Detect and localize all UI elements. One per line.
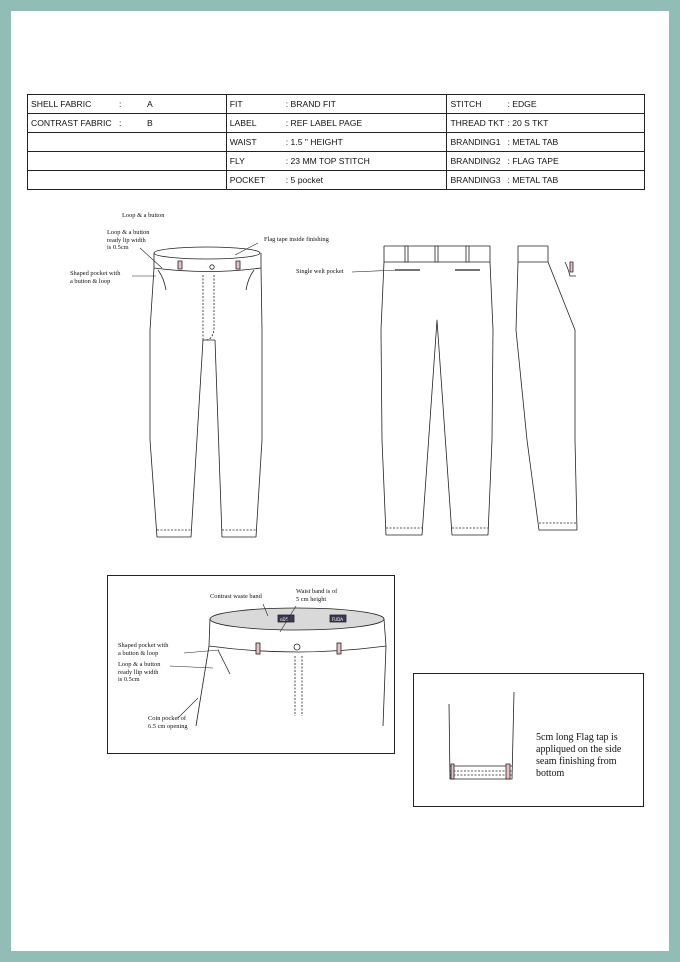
annotation-contrast-waste-band: Contrast waste band xyxy=(210,593,262,600)
annotation-flag-tape-inside: Flag tape inside finishing xyxy=(264,236,329,243)
spec-value: : REF LABEL PAGE xyxy=(285,118,363,128)
annotation-loop-button-lip: Loop & a button ready lip width is 0.5cm xyxy=(107,229,150,252)
hem-detail-box xyxy=(413,673,644,807)
spec-value: A xyxy=(147,99,153,109)
brand-label-2: FUDA xyxy=(332,617,343,622)
spec-value: : 1.5 " HEIGHT xyxy=(285,137,343,147)
spec-key: FLY xyxy=(229,156,245,166)
spec-value: : 5 pocket xyxy=(285,175,324,185)
side-trouser-drawing xyxy=(516,246,577,530)
annotation-loop-button-top: Loop & a button xyxy=(122,212,165,219)
spec-key: LABEL xyxy=(229,118,257,128)
spec-separator: : xyxy=(119,99,122,109)
annotation-flag-tap-note: 5cm long Flag tap is appliqued on the side seam finishing from bottom xyxy=(536,732,622,779)
waistband-detail-box xyxy=(107,575,395,754)
front-trouser-drawing xyxy=(150,247,262,537)
spec-key: POCKET xyxy=(229,175,266,185)
spec-key: CONTRAST FABRIC xyxy=(31,118,112,128)
annotation-shaped-pocket-detail: Shaped pocket with a button & loop xyxy=(118,642,169,657)
spec-key: STITCH xyxy=(450,99,482,109)
spec-key: FIT xyxy=(229,99,243,109)
spec-key: BRANDING3 xyxy=(450,175,501,185)
annotation-waist-band-height: Waist band is of 5 cm height xyxy=(296,588,338,603)
spec-key: THREAD TKT xyxy=(450,118,505,128)
spec-value: : EDGE xyxy=(507,99,537,109)
annotation-single-welt: Single welt pocket xyxy=(296,268,344,275)
annotation-shaped-pocket: Shaped pocket with a button & loop xyxy=(70,270,121,285)
spec-value: B xyxy=(147,118,153,128)
spec-key: BRANDING2 xyxy=(450,156,501,166)
spec-key: BRANDING1 xyxy=(450,137,501,147)
spec-value: : FLAG TAPE xyxy=(507,156,559,166)
spec-value: : BRAND FIT xyxy=(285,99,336,109)
annotation-loop-button-lip-detail: Loop & a button ready llip width is 0.5cm xyxy=(118,661,161,684)
spec-value: : METAL TAB xyxy=(507,137,559,147)
spec-value: : 20 S TKT xyxy=(507,118,549,128)
spec-separator: : xyxy=(119,118,122,128)
spec-key: SHELL FABRIC xyxy=(31,99,92,109)
spec-value: : METAL TAB xyxy=(507,175,559,185)
spec-value: : 23 MM TOP STITCH xyxy=(285,156,370,166)
spec-key: WAIST xyxy=(229,137,257,147)
brand-label-1: nD5 xyxy=(280,617,289,622)
back-trouser-drawing xyxy=(381,246,493,535)
annotation-coin-pocket: Coin pocket of 6.5 cm opening xyxy=(148,715,188,730)
